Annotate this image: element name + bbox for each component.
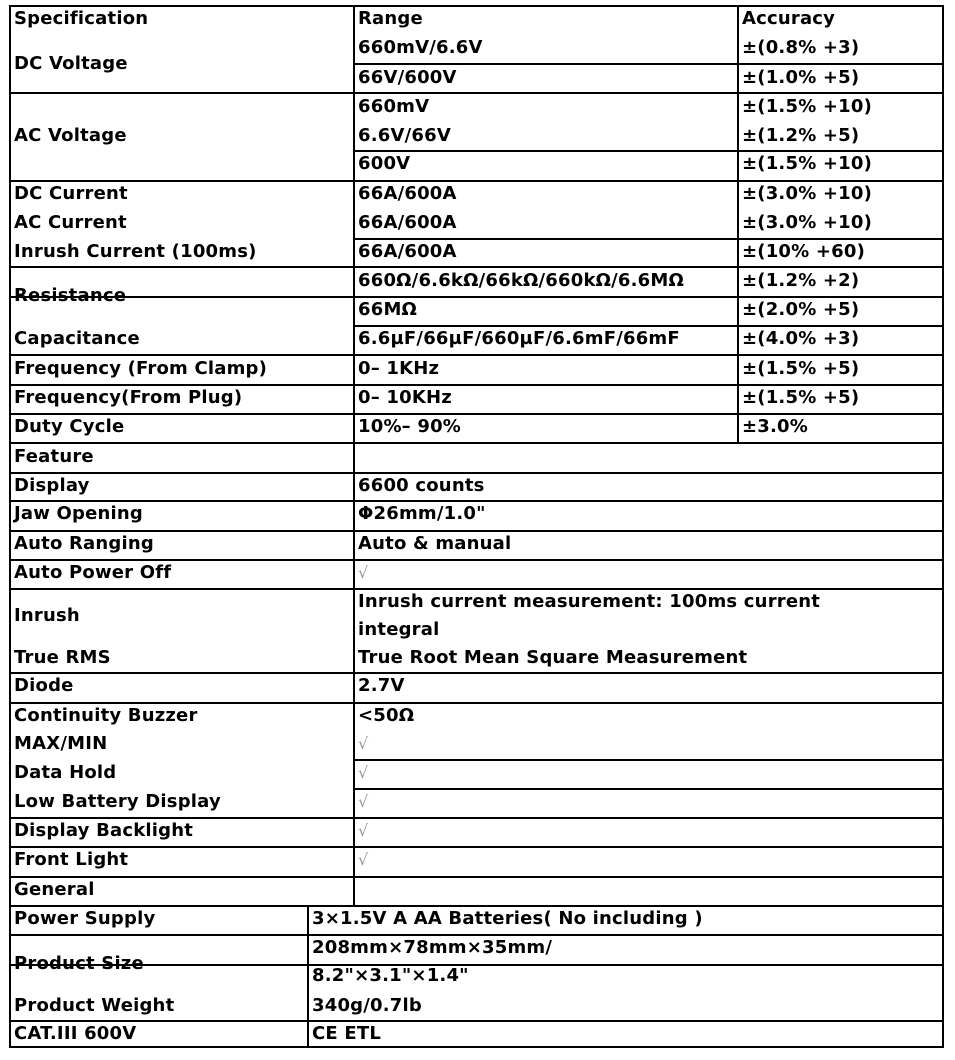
range-value: 66MΩ <box>358 299 418 320</box>
general-value: 340g/0.7lb <box>312 995 422 1016</box>
feature-value: Inrush current measurement: 100ms current <box>358 591 821 612</box>
range-value: 6.6V/66V <box>358 125 451 146</box>
spec-name: AC Current <box>14 212 127 233</box>
row-divider <box>9 442 944 444</box>
feature-name: Front Light <box>14 849 129 870</box>
feature-name: True RMS <box>14 647 111 668</box>
feature-value: Φ26mm/1.0" <box>358 503 486 524</box>
feature-name: Auto Ranging <box>14 533 154 554</box>
feature-value: √ <box>358 763 369 782</box>
range-value: 66A/600A <box>358 183 457 204</box>
feature-name: Auto Power Off <box>14 562 172 583</box>
feature-value: √ <box>358 821 369 840</box>
range-value: 10%– 90% <box>358 416 462 437</box>
feature-value: 2.7V <box>358 675 405 696</box>
feature-name: Display Backlight <box>14 820 194 841</box>
feature-value: True Root Mean Square Measurement <box>358 647 748 668</box>
feature-name: MAX/MIN <box>14 733 108 754</box>
row-divider <box>353 759 944 761</box>
section-title-general: General <box>14 879 95 900</box>
row-divider <box>353 788 944 790</box>
feature-name: Inrush <box>14 605 80 626</box>
section-title-feature: Feature <box>14 446 94 467</box>
general-name: Product Size <box>14 953 144 974</box>
range-value: 660mV/6.6V <box>358 37 483 58</box>
range-value: 0– 1KHz <box>358 358 440 379</box>
row-divider <box>9 1046 944 1048</box>
feature-value: √ <box>358 792 369 811</box>
feature-value: integral <box>358 619 440 640</box>
row-divider <box>9 1020 944 1022</box>
feature-value: √ <box>358 734 369 753</box>
feature-value: 6600 counts <box>358 475 485 496</box>
row-divider <box>9 672 944 674</box>
accuracy-value: ±(1.5% +10) <box>742 96 873 117</box>
general-name: CAT.III 600V <box>14 1023 137 1044</box>
accuracy-value: ±(1.5% +10) <box>742 153 873 174</box>
column-divider <box>353 5 355 472</box>
spec-name: Capacitance <box>14 328 140 349</box>
range-value: 66A/600A <box>358 241 457 262</box>
accuracy-header: Accuracy <box>742 8 836 29</box>
feature-name: Continuity Buzzer <box>14 705 198 726</box>
range-value: 6.6µF/66µF/660µF/6.6mF/66mF <box>358 328 680 349</box>
accuracy-value: ±(0.8% +3) <box>742 37 860 58</box>
range-value: 66V/600V <box>358 67 457 88</box>
general-value: 8.2"×3.1"×1.4" <box>312 965 469 986</box>
accuracy-value: ±(4.0% +3) <box>742 328 860 349</box>
row-divider <box>9 964 944 966</box>
general-name: Product Weight <box>14 995 175 1016</box>
general-value: 3×1.5V A AA Batteries( No including ) <box>312 908 703 929</box>
column-divider <box>737 5 739 442</box>
accuracy-value: ±(1.5% +5) <box>742 358 860 379</box>
feature-name: Display <box>14 475 90 496</box>
general-value: 208mm×78mm×35mm/ <box>312 937 553 958</box>
feature-value: √ <box>358 563 369 582</box>
feature-value: <50Ω <box>358 705 415 726</box>
spec-name: DC Voltage <box>14 53 128 74</box>
spec-header: Specification <box>14 8 149 29</box>
accuracy-value: ±(1.2% +2) <box>742 270 860 291</box>
general-value: CE ETL <box>312 1023 382 1044</box>
accuracy-value: ±(1.2% +5) <box>742 125 860 146</box>
column-divider <box>307 905 309 1048</box>
range-value: 660mV <box>358 96 430 117</box>
accuracy-value: ±(1.5% +5) <box>742 387 860 408</box>
spec-name: Resistance <box>14 285 127 306</box>
row-divider <box>9 876 944 878</box>
feature-name: Jaw Opening <box>14 503 144 524</box>
feature-name: Low Battery Display <box>14 791 221 812</box>
accuracy-value: ±(1.0% +5) <box>742 67 860 88</box>
column-divider <box>942 5 944 1048</box>
general-name: Power Supply <box>14 908 156 929</box>
accuracy-value: ±3.0% <box>742 416 809 437</box>
range-value: 660Ω/6.6kΩ/66kΩ/660kΩ/6.6MΩ <box>358 270 684 291</box>
feature-name: Data Hold <box>14 762 117 783</box>
accuracy-value: ±(10% +60) <box>742 241 866 262</box>
range-value: 0– 10KHz <box>358 387 452 408</box>
spec-name: Duty Cycle <box>14 416 125 437</box>
feature-name: Diode <box>14 675 74 696</box>
spec-name: Frequency (From Clamp) <box>14 358 268 379</box>
feature-value: √ <box>358 850 369 869</box>
range-header: Range <box>358 8 423 29</box>
accuracy-value: ±(2.0% +5) <box>742 299 860 320</box>
row-divider <box>9 846 944 848</box>
accuracy-value: ±(3.0% +10) <box>742 183 873 204</box>
range-value: 66A/600A <box>358 212 457 233</box>
accuracy-value: ±(3.0% +10) <box>742 212 873 233</box>
spec-name: Inrush Current (100ms) <box>14 241 257 262</box>
spec-name: AC Voltage <box>14 125 127 146</box>
range-value: 600V <box>358 153 411 174</box>
feature-value: Auto & manual <box>358 533 512 554</box>
column-divider <box>353 472 355 905</box>
spec-name: Frequency(From Plug) <box>14 387 243 408</box>
column-divider <box>9 5 11 1048</box>
spec-name: DC Current <box>14 183 128 204</box>
